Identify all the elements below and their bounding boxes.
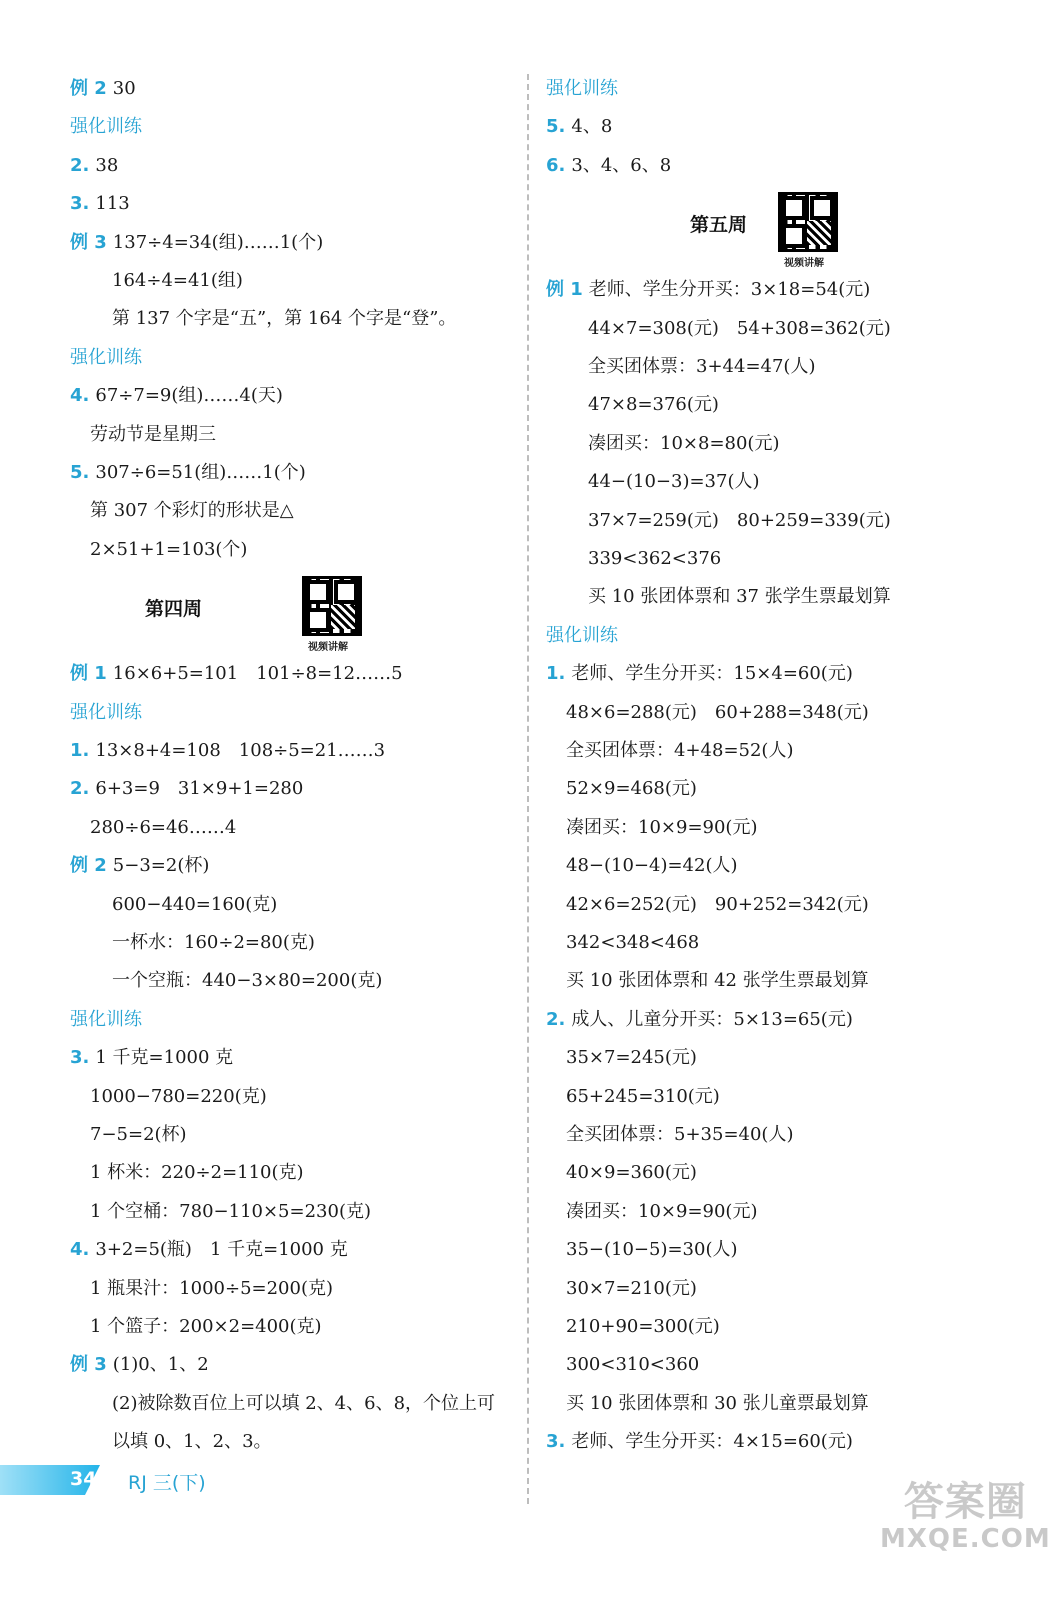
- answer-line: [588, 547, 721, 571]
- answer-text: 300<310<360: [566, 1354, 700, 1376]
- answer-text: 凑团买：10×8=80(元): [588, 432, 780, 454]
- answer-text: 买 10 张团体票和 30 张儿童票最划算: [566, 1392, 869, 1414]
- answer-text: 13×8+4=108 108÷5=21……3: [95, 740, 386, 761]
- question-number: 5.: [546, 116, 566, 138]
- section-heading-text: 强化训练: [70, 701, 142, 723]
- section-heading-text: 强化训练: [546, 624, 618, 646]
- answer-line: [70, 777, 303, 801]
- question-number: 4.: [70, 1239, 90, 1261]
- answer-line: [566, 1161, 697, 1185]
- answer-text: 一杯水：160÷2=80(克): [112, 932, 315, 953]
- answer-text: 成人、儿童分开买：5×13=65(元): [571, 1008, 853, 1030]
- question-number: 2.: [70, 778, 90, 800]
- answer-line: [566, 701, 869, 725]
- answer-line: [588, 317, 891, 341]
- answer-text: 一个空瓶：440−3×80=200(克): [112, 970, 383, 992]
- section-heading-text: 强化训练: [70, 1008, 142, 1030]
- answer-line: [546, 1008, 853, 1032]
- answer-line: [566, 777, 697, 801]
- answer-text: 16×6+5=101 101÷8=12……5: [112, 663, 403, 685]
- qr-code-icon[interactable]: [302, 576, 362, 636]
- answer-text: 以填 0、1、2、3。: [112, 1431, 272, 1453]
- answer-line: [70, 854, 209, 878]
- answer-text: 30×7=210(元): [566, 1277, 697, 1299]
- answer-text: 307÷6=51(组)……1(个): [95, 462, 306, 483]
- answer-line: [70, 77, 136, 101]
- answer-line: [90, 816, 236, 840]
- question-number: 3.: [70, 193, 90, 215]
- answer-line: [566, 969, 869, 993]
- answer-line: [566, 1277, 697, 1301]
- watermark-logo-text: 答案圈: [903, 1479, 1027, 1525]
- answer-line: [70, 384, 283, 408]
- question-number: 3.: [546, 1431, 566, 1453]
- answer-line: [566, 1200, 757, 1224]
- answer-line: [546, 115, 612, 139]
- answer-line: [70, 231, 323, 255]
- answer-text: 35×7=245(元): [566, 1047, 697, 1069]
- qr-code-icon[interactable]: [778, 192, 838, 252]
- section-heading: [70, 346, 142, 370]
- answer-line: [588, 585, 891, 609]
- section-heading-text: 强化训练: [546, 78, 618, 99]
- answer-text: 47×8=376(元): [588, 394, 719, 416]
- answer-text: 137÷4=34(组)……1(个): [112, 231, 324, 253]
- answer-text: 凑团买：10×9=90(元): [566, 1200, 758, 1222]
- answer-text: 1 杯米：220÷2=110(克): [90, 1162, 304, 1184]
- week-heading: 第四周: [145, 598, 203, 621]
- answer-text: 38: [95, 154, 119, 176]
- answer-line: [90, 1200, 371, 1224]
- answer-text: 老师、学生分开买：4×15=60(元): [571, 1431, 853, 1453]
- watermark: [880, 1480, 1051, 1554]
- section-heading: [546, 624, 618, 648]
- answer-text: 280÷6=46……4: [90, 816, 237, 838]
- answer-text: 全买团体票：5+35=40(人): [566, 1124, 794, 1145]
- answer-line: [566, 1315, 720, 1339]
- answer-line: [90, 499, 294, 523]
- answer-line: [546, 154, 671, 178]
- answer-text: 48×6=288(元) 60+288=348(元): [566, 701, 869, 723]
- section-heading: [70, 701, 142, 725]
- answer-text: 6+3=9 31×9+1=280: [95, 778, 304, 800]
- answer-line: [90, 1315, 322, 1339]
- question-number: 例 1: [70, 663, 107, 685]
- section-heading-text: 强化训练: [70, 116, 142, 138]
- answer-line: [566, 1085, 720, 1109]
- answer-line: [588, 355, 815, 379]
- answer-text: 48−(10−4)=42(人): [566, 855, 738, 877]
- week-heading: 第五周: [690, 214, 748, 237]
- answer-line: [546, 1430, 853, 1454]
- answer-text: 5−3=2(杯): [112, 855, 210, 877]
- answer-text: 40×9=360(元): [566, 1162, 697, 1184]
- answer-text: 164÷4=41(组): [112, 270, 243, 291]
- answer-line: [588, 470, 760, 494]
- answer-line: [70, 1238, 348, 1262]
- answer-text: 1 个篮子：200×2=400(克): [90, 1316, 322, 1337]
- question-number: 4.: [70, 385, 90, 407]
- answer-line: [566, 854, 738, 878]
- footer-edition: RJ 三(下): [128, 1472, 206, 1494]
- answer-line: [566, 1392, 869, 1416]
- answer-line: [588, 393, 719, 417]
- question-number: 6.: [546, 154, 566, 176]
- answer-text: 全买团体票：3+44=47(人): [588, 356, 816, 377]
- section-heading: [70, 1008, 142, 1032]
- answer-text: 买 10 张团体票和 37 张学生票最划算: [588, 586, 891, 608]
- answer-line: [112, 269, 243, 293]
- answer-line: [90, 1123, 187, 1147]
- answer-text: 老师、学生分开买：3×18=54(元): [588, 279, 871, 301]
- answer-text: 2×51+1=103(个): [90, 538, 248, 560]
- page-number: 34: [70, 1468, 97, 1490]
- answer-text: 3、4、6、8: [571, 154, 672, 176]
- answer-text: 113: [95, 193, 130, 215]
- answer-line: [112, 931, 315, 955]
- section-heading-text: 强化训练: [70, 346, 142, 368]
- question-number: 例 2: [70, 855, 107, 877]
- answer-text: 44−(10−3)=37(人): [588, 471, 760, 493]
- answer-line: [588, 509, 891, 533]
- answer-text: (1)0、1、2: [112, 1354, 209, 1376]
- answer-line: [70, 461, 306, 485]
- answer-line: [546, 278, 870, 302]
- answer-line: [70, 739, 385, 763]
- answer-line: [70, 192, 130, 216]
- answer-line: [90, 1161, 304, 1185]
- answer-line: [112, 969, 382, 993]
- qr-caption: 视频讲解: [784, 258, 824, 270]
- answer-text: (2)被除数百位上可以填 2、4、6、8，个位上可: [112, 1392, 496, 1414]
- answer-text: 凑团买：10×9=90(元): [566, 816, 758, 838]
- answer-text: 342<348<468: [566, 932, 700, 953]
- answer-text: 42×6=252(元) 90+252=342(元): [566, 893, 869, 915]
- question-number: 1.: [70, 740, 90, 761]
- section-heading: [70, 115, 142, 139]
- answer-text: 全买团体票：4+48=52(人): [566, 740, 794, 761]
- question-number: 3.: [70, 1047, 90, 1069]
- answer-text: 老师、学生分开买：15×4=60(元): [571, 663, 853, 685]
- answer-line: [566, 1046, 697, 1070]
- question-number: 1.: [546, 663, 566, 685]
- answer-text: 1 千克=1000 克: [95, 1047, 234, 1069]
- answer-line: [70, 1353, 209, 1377]
- answer-text: 1 个空桶：780−110×5=230(克): [90, 1200, 371, 1222]
- answer-text: 第 307 个彩灯的形状是△: [90, 500, 294, 522]
- answer-line: [566, 1238, 738, 1262]
- answer-line: [112, 1392, 495, 1416]
- answer-line: [90, 423, 216, 447]
- answer-text: 65+245=310(元): [566, 1085, 720, 1107]
- answer-text: 67÷7=9(组)……4(天): [95, 385, 283, 407]
- answer-line: [112, 307, 456, 331]
- question-number: 5.: [70, 462, 90, 483]
- answer-line: [546, 662, 853, 686]
- answer-line: [112, 1430, 272, 1454]
- answer-text: 35−(10−5)=30(人): [566, 1239, 738, 1261]
- answer-line: [90, 1085, 267, 1109]
- answer-text: 210+90=300(元): [566, 1316, 720, 1337]
- answer-line: [112, 893, 277, 917]
- answer-line: [566, 739, 793, 763]
- question-number: 例 3: [70, 1354, 107, 1376]
- column-divider: [527, 74, 529, 1504]
- question-number: 例 2: [70, 78, 107, 99]
- answer-line: [566, 1353, 699, 1377]
- answer-text: 买 10 张团体票和 42 张学生票最划算: [566, 970, 869, 992]
- answer-text: 44×7=308(元) 54+308=362(元): [588, 317, 891, 339]
- answer-text: 1000−780=220(克): [90, 1085, 267, 1107]
- answer-text: 37×7=259(元) 80+259=339(元): [588, 509, 891, 531]
- answer-text: 第 137 个字是“五”，第 164 个字是“登”。: [112, 308, 457, 330]
- answer-line: [90, 1277, 333, 1301]
- answer-text: 劳动节是星期三: [90, 423, 216, 445]
- answer-text: 3+2=5(瓶) 1 千克=1000 克: [95, 1239, 348, 1261]
- answer-line: [566, 816, 757, 840]
- answer-text: 52×9=468(元): [566, 778, 697, 800]
- section-heading: [546, 77, 618, 101]
- answer-text: 7−5=2(杯): [90, 1124, 187, 1145]
- answer-text: 600−440=160(克): [112, 893, 278, 915]
- answer-line: [588, 432, 779, 456]
- qr-caption: 视频讲解: [308, 642, 348, 654]
- answer-line: [566, 1123, 793, 1147]
- answer-line: [90, 538, 247, 562]
- answer-text: 30: [112, 78, 136, 99]
- question-number: 例 3: [70, 231, 107, 253]
- answer-line: [70, 1046, 233, 1070]
- answer-text: 1 瓶果汁：1000÷5=200(克): [90, 1277, 333, 1299]
- question-number: 例 1: [546, 279, 583, 301]
- answer-line: [566, 893, 869, 917]
- answer-text: 4、8: [571, 116, 613, 138]
- question-number: 2.: [546, 1008, 566, 1030]
- answer-text: 339<362<376: [588, 548, 722, 569]
- answer-line: [70, 662, 403, 686]
- question-number: 2.: [70, 154, 90, 176]
- answer-line: [566, 931, 699, 955]
- answer-line: [70, 154, 118, 178]
- watermark-url: MXQE.COM: [880, 1524, 1051, 1554]
